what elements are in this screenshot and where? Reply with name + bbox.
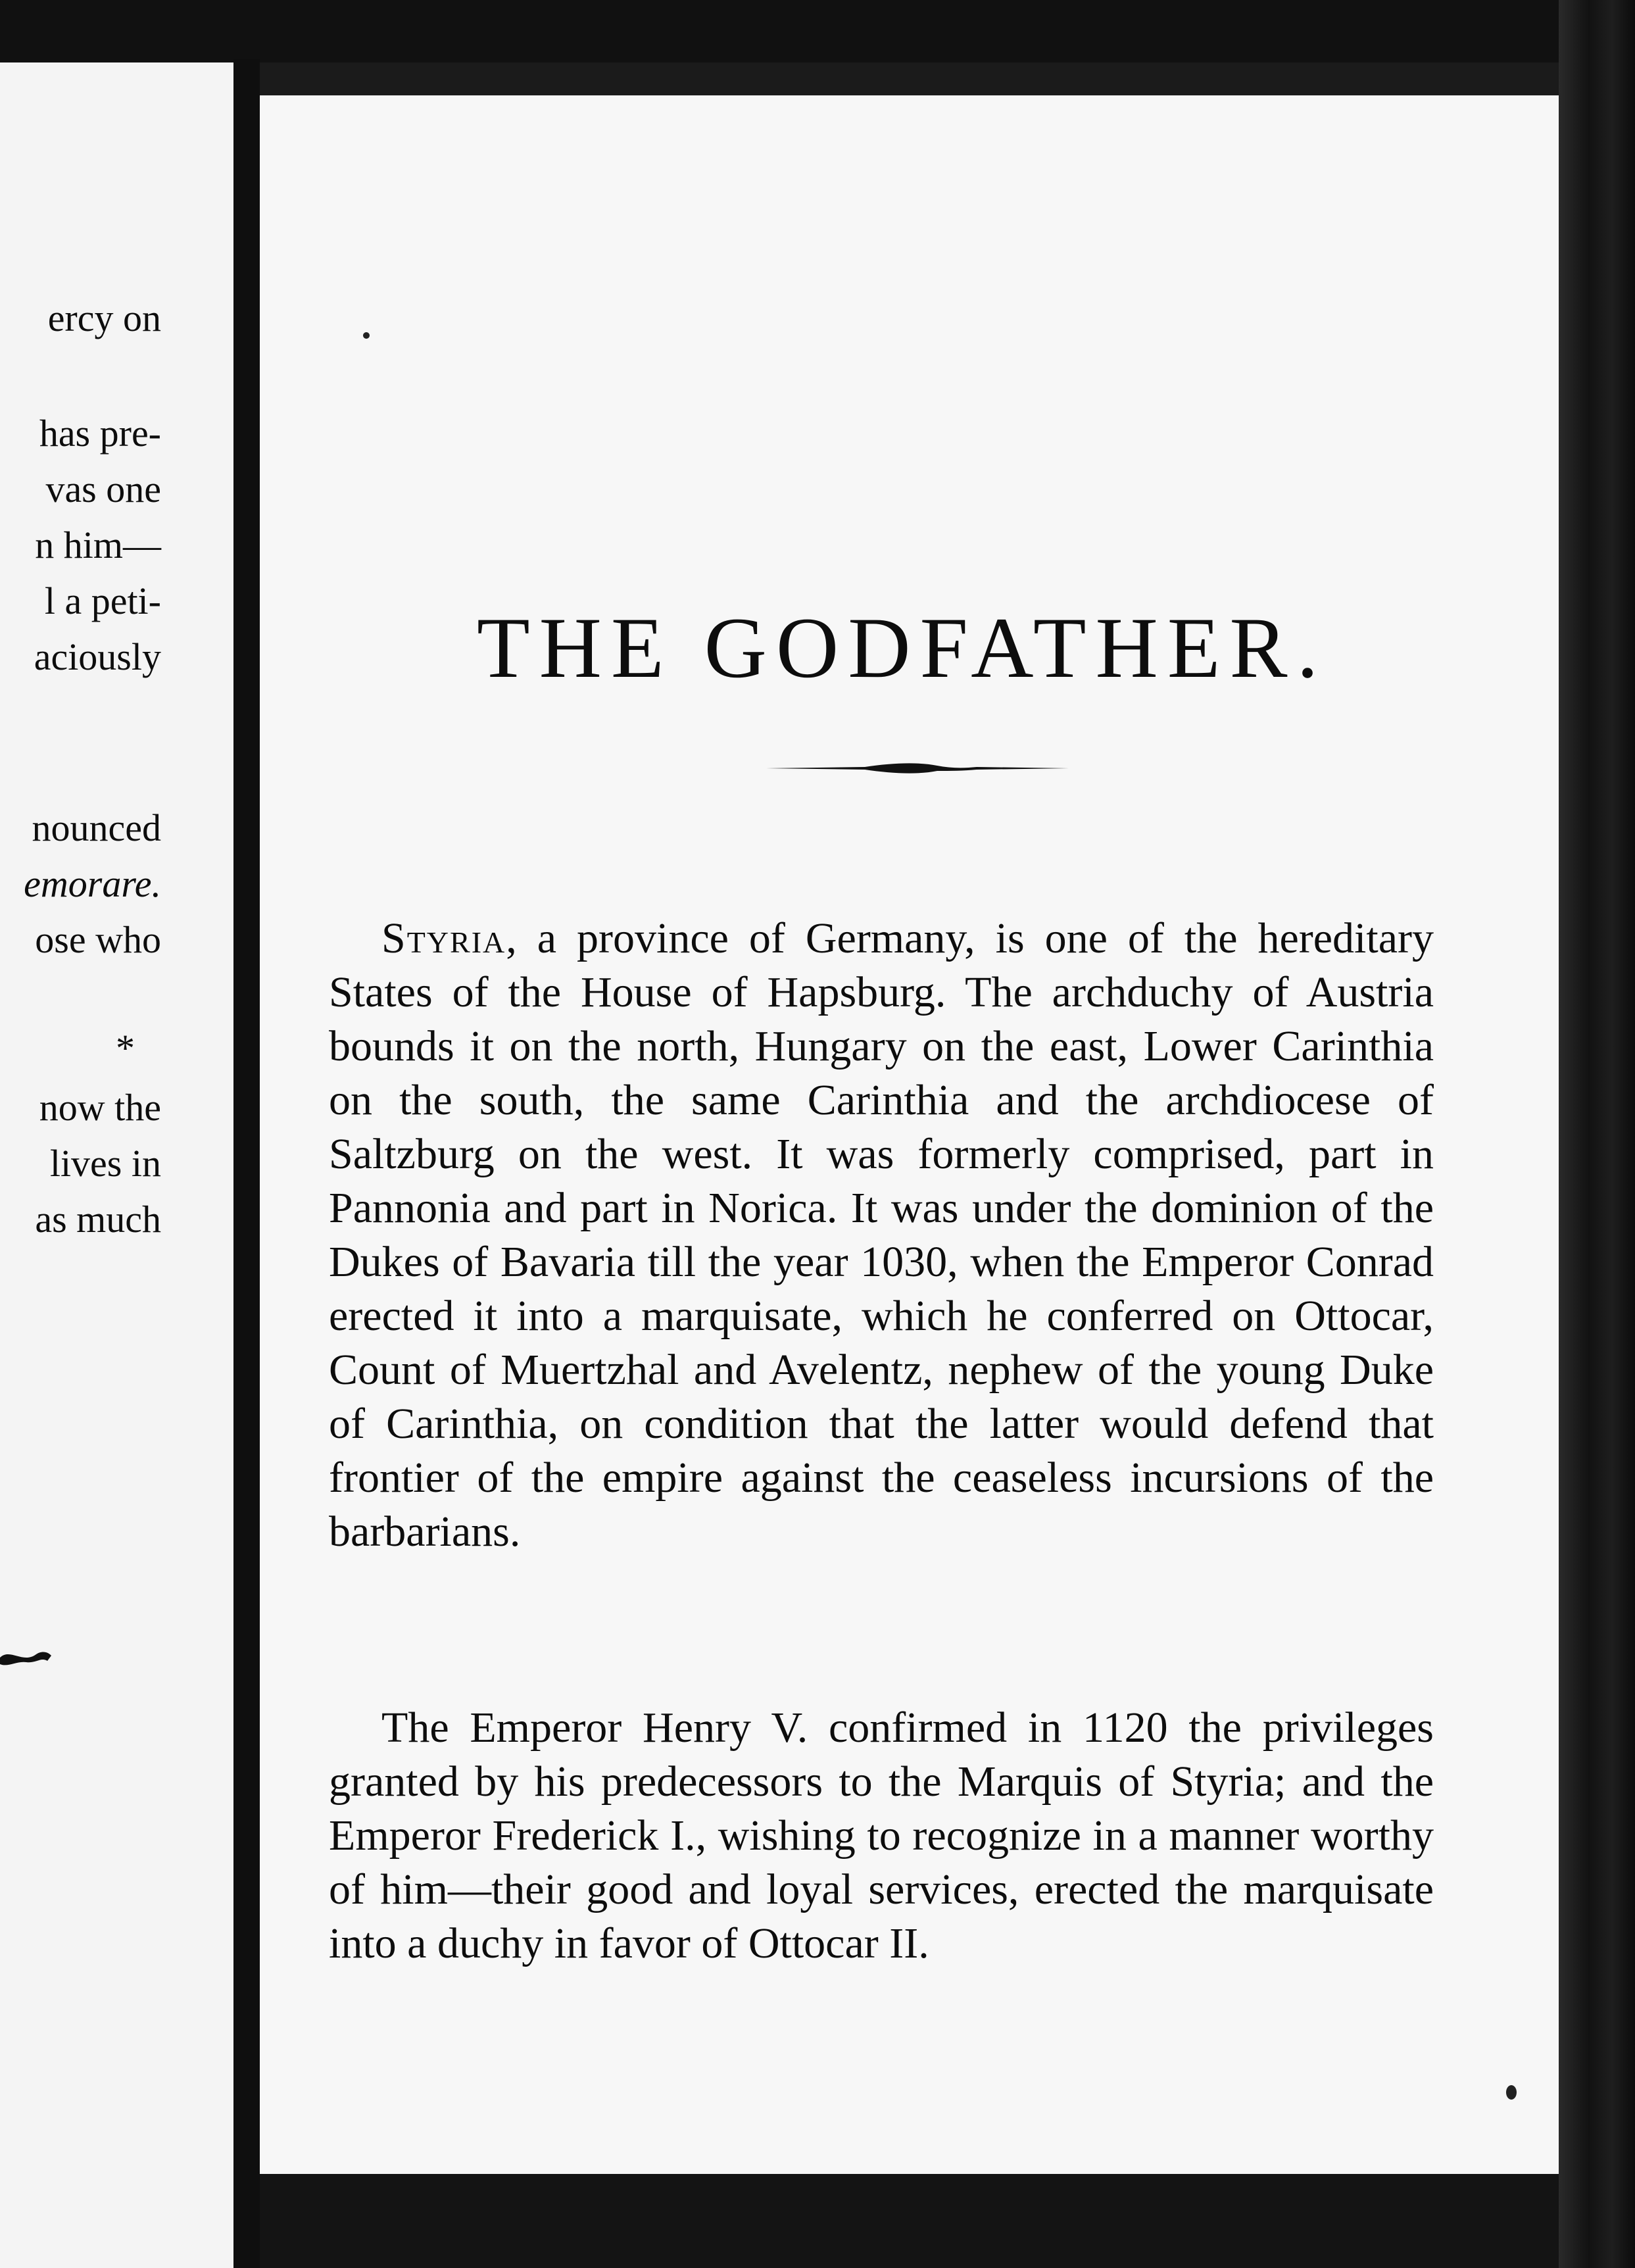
- drop-word: Styria: [381, 914, 506, 962]
- left-line: lives in: [49, 1142, 161, 1185]
- left-line: vas one: [45, 468, 161, 510]
- speck: [363, 332, 370, 339]
- page-edge: [1559, 0, 1635, 2268]
- scan-top-border: [0, 0, 1635, 62]
- left-line: ose who: [35, 918, 161, 961]
- left-asterisk: *: [116, 1027, 135, 1070]
- scan-bottom-border: [260, 2174, 1559, 2268]
- left-line: nounced: [32, 806, 161, 849]
- ornament-fragment-icon: [0, 1635, 53, 1674]
- paragraph-text: , a province of Germany, is one of the hereditary States of the House of Hapsburg. The archduchy of Austria bounds it on the north, Hungary on the east, Lower Carinthia on the south, the same Carinthia and the archdiocese of Saltzburg on the west. It was formerly comprised, part in Pannonia and part in Norica. It was under the dominion of the Dukes of Bavaria till the year 1030, when the Emperor Conrad erected it into a marquisate, which he conferred on Ottocar, Count of Muertzhal and Avelentz, nephew of the young Duke of Carinthia, on condition that the latter would defend that frontier of the empire against the ceaseless incursions of the barbarians.: [329, 914, 1434, 1556]
- left-page: [0, 62, 233, 2268]
- book-gutter: [233, 59, 260, 2268]
- left-line: now the: [39, 1086, 161, 1129]
- left-page-text-column: [0, 62, 161, 2268]
- paragraph: The Emperor Henry V. confirmed in 1120 the privileges granted by his predecessors to the Marquis of Styria; and the Emperor Frederick I., wishing to recognize in a manner worthy of him—their good and loyal services, erected the marquisate into a duchy in favor of Ottocar II.: [329, 1704, 1434, 1967]
- left-line: has pre-: [39, 412, 161, 455]
- left-line: as much: [35, 1198, 161, 1241]
- left-line: l a peti-: [44, 579, 161, 622]
- chapter-title: THE GODFATHER.: [477, 599, 1328, 697]
- speck: [1506, 2085, 1517, 2100]
- left-line: ercy on: [47, 297, 161, 339]
- left-line: n him—: [35, 524, 161, 566]
- paragraph: [329, 912, 1434, 1559]
- title-rule-ornament: [766, 756, 1069, 780]
- left-line: aciously: [34, 635, 161, 678]
- left-line: emorare.: [24, 862, 161, 905]
